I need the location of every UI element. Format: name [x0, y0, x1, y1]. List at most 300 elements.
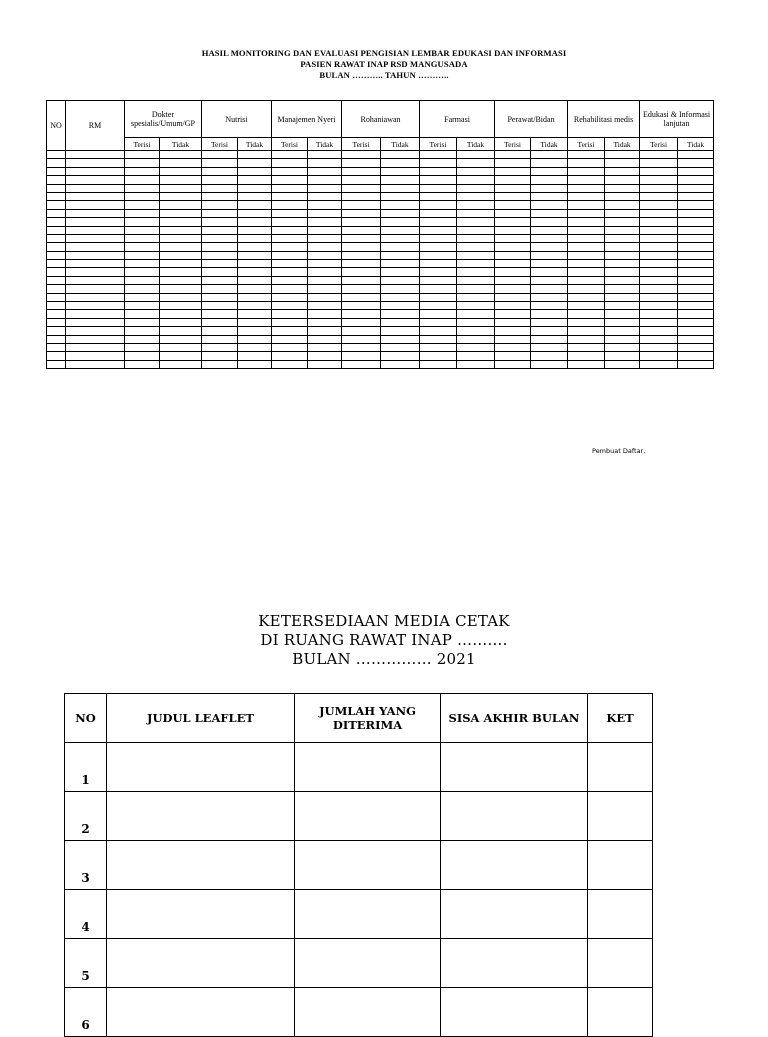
- table-cell[interactable]: [238, 310, 272, 318]
- table-cell[interactable]: [125, 268, 160, 276]
- table-cell[interactable]: [160, 343, 202, 351]
- media-cell[interactable]: [441, 743, 588, 792]
- table-cell[interactable]: [308, 234, 342, 242]
- table-cell[interactable]: [640, 285, 678, 293]
- table-cell[interactable]: [66, 268, 125, 276]
- table-cell[interactable]: [47, 218, 66, 226]
- table-cell[interactable]: [160, 159, 202, 167]
- table-cell[interactable]: [238, 159, 272, 167]
- table-cell[interactable]: [495, 176, 531, 184]
- media-cell[interactable]: [588, 890, 653, 939]
- table-cell[interactable]: [531, 352, 568, 360]
- table-cell[interactable]: [47, 276, 66, 284]
- table-cell[interactable]: [420, 260, 457, 268]
- table-cell[interactable]: [457, 234, 495, 242]
- table-cell[interactable]: [568, 268, 605, 276]
- table-cell[interactable]: [238, 234, 272, 242]
- table-cell[interactable]: [568, 176, 605, 184]
- table-cell[interactable]: [47, 310, 66, 318]
- table-cell[interactable]: [202, 176, 238, 184]
- table-cell[interactable]: [640, 167, 678, 175]
- table-cell[interactable]: [568, 243, 605, 251]
- table-cell[interactable]: [568, 318, 605, 326]
- table-cell[interactable]: [457, 209, 495, 217]
- table-cell[interactable]: [238, 184, 272, 192]
- table-cell[interactable]: [238, 167, 272, 175]
- table-cell[interactable]: [66, 335, 125, 343]
- table-cell[interactable]: [531, 209, 568, 217]
- table-cell[interactable]: [342, 310, 381, 318]
- table-cell[interactable]: [160, 285, 202, 293]
- table-cell[interactable]: [457, 352, 495, 360]
- table-cell[interactable]: [160, 176, 202, 184]
- table-cell[interactable]: [381, 226, 420, 234]
- table-cell[interactable]: [342, 184, 381, 192]
- table-cell[interactable]: [342, 251, 381, 259]
- table-cell[interactable]: [342, 302, 381, 310]
- table-cell[interactable]: [202, 218, 238, 226]
- table-cell[interactable]: [457, 251, 495, 259]
- table-cell[interactable]: [238, 276, 272, 284]
- table-cell[interactable]: [531, 310, 568, 318]
- table-cell[interactable]: [308, 285, 342, 293]
- table-cell[interactable]: [125, 310, 160, 318]
- table-cell[interactable]: [531, 276, 568, 284]
- table-cell[interactable]: [66, 260, 125, 268]
- table-cell[interactable]: [66, 218, 125, 226]
- table-cell[interactable]: [308, 201, 342, 209]
- table-cell[interactable]: [272, 268, 308, 276]
- table-cell[interactable]: [420, 243, 457, 251]
- table-cell[interactable]: [125, 251, 160, 259]
- table-cell[interactable]: [308, 243, 342, 251]
- table-cell[interactable]: [308, 209, 342, 217]
- table-cell[interactable]: [531, 167, 568, 175]
- media-cell[interactable]: [588, 743, 653, 792]
- table-cell[interactable]: [308, 251, 342, 259]
- table-cell[interactable]: [202, 318, 238, 326]
- table-cell[interactable]: [640, 327, 678, 335]
- table-cell[interactable]: [308, 343, 342, 351]
- table-cell[interactable]: [308, 218, 342, 226]
- table-cell[interactable]: [308, 268, 342, 276]
- table-cell[interactable]: [47, 209, 66, 217]
- table-cell[interactable]: [47, 184, 66, 192]
- table-cell[interactable]: [568, 310, 605, 318]
- table-cell[interactable]: [308, 302, 342, 310]
- table-cell[interactable]: [605, 343, 640, 351]
- table-cell[interactable]: [238, 209, 272, 217]
- table-cell[interactable]: [420, 234, 457, 242]
- table-cell[interactable]: [531, 159, 568, 167]
- table-cell[interactable]: [202, 243, 238, 251]
- table-cell[interactable]: [420, 327, 457, 335]
- table-cell[interactable]: [342, 167, 381, 175]
- table-cell[interactable]: [568, 167, 605, 175]
- table-cell[interactable]: [568, 251, 605, 259]
- table-cell[interactable]: [202, 343, 238, 351]
- table-cell[interactable]: [272, 343, 308, 351]
- table-cell[interactable]: [420, 201, 457, 209]
- table-cell[interactable]: [495, 226, 531, 234]
- table-cell[interactable]: [66, 192, 125, 200]
- table-cell[interactable]: [202, 285, 238, 293]
- table-cell[interactable]: [678, 226, 714, 234]
- table-cell[interactable]: [308, 335, 342, 343]
- table-cell[interactable]: [568, 293, 605, 301]
- table-cell[interactable]: [531, 293, 568, 301]
- table-cell[interactable]: [605, 268, 640, 276]
- table-cell[interactable]: [495, 201, 531, 209]
- table-cell[interactable]: [568, 260, 605, 268]
- table-cell[interactable]: [125, 201, 160, 209]
- table-cell[interactable]: [342, 293, 381, 301]
- table-cell[interactable]: [160, 310, 202, 318]
- table-cell[interactable]: [568, 335, 605, 343]
- table-cell[interactable]: [66, 184, 125, 192]
- table-cell[interactable]: [342, 327, 381, 335]
- table-cell[interactable]: [308, 159, 342, 167]
- table-cell[interactable]: [381, 318, 420, 326]
- table-cell[interactable]: [420, 302, 457, 310]
- table-cell[interactable]: [66, 226, 125, 234]
- table-cell[interactable]: [568, 192, 605, 200]
- table-cell[interactable]: [308, 276, 342, 284]
- table-cell[interactable]: [308, 310, 342, 318]
- table-cell[interactable]: [381, 167, 420, 175]
- table-cell[interactable]: [678, 234, 714, 242]
- table-cell[interactable]: [125, 352, 160, 360]
- table-cell[interactable]: [531, 201, 568, 209]
- table-cell[interactable]: [640, 260, 678, 268]
- table-cell[interactable]: [202, 251, 238, 259]
- table-cell[interactable]: [160, 327, 202, 335]
- table-cell[interactable]: [202, 167, 238, 175]
- table-cell[interactable]: [605, 327, 640, 335]
- media-cell[interactable]: [295, 890, 441, 939]
- table-cell[interactable]: [381, 352, 420, 360]
- table-cell[interactable]: [125, 226, 160, 234]
- table-cell[interactable]: [202, 310, 238, 318]
- table-cell[interactable]: [457, 343, 495, 351]
- table-cell[interactable]: [568, 184, 605, 192]
- table-cell[interactable]: [125, 243, 160, 251]
- table-cell[interactable]: [420, 293, 457, 301]
- table-cell[interactable]: [531, 234, 568, 242]
- media-cell[interactable]: [107, 890, 295, 939]
- table-cell[interactable]: [202, 293, 238, 301]
- table-cell[interactable]: [125, 209, 160, 217]
- table-cell[interactable]: [342, 285, 381, 293]
- table-cell[interactable]: [125, 260, 160, 268]
- table-cell[interactable]: [381, 243, 420, 251]
- table-cell[interactable]: [160, 268, 202, 276]
- table-cell[interactable]: [238, 192, 272, 200]
- table-cell[interactable]: [66, 310, 125, 318]
- table-cell[interactable]: [47, 243, 66, 251]
- table-cell[interactable]: [381, 276, 420, 284]
- table-cell[interactable]: [678, 151, 714, 159]
- table-cell[interactable]: [47, 260, 66, 268]
- table-cell[interactable]: [238, 201, 272, 209]
- table-cell[interactable]: [420, 352, 457, 360]
- table-cell[interactable]: [272, 293, 308, 301]
- table-cell[interactable]: [272, 184, 308, 192]
- table-cell[interactable]: [568, 302, 605, 310]
- table-cell[interactable]: [640, 268, 678, 276]
- table-cell[interactable]: [47, 234, 66, 242]
- media-cell[interactable]: [588, 988, 653, 1037]
- table-cell[interactable]: [202, 159, 238, 167]
- table-cell[interactable]: [238, 226, 272, 234]
- table-cell[interactable]: [640, 151, 678, 159]
- table-cell[interactable]: [457, 218, 495, 226]
- table-cell[interactable]: [238, 260, 272, 268]
- table-cell[interactable]: [568, 151, 605, 159]
- table-cell[interactable]: [605, 293, 640, 301]
- table-cell[interactable]: [640, 360, 678, 368]
- table-cell[interactable]: [66, 293, 125, 301]
- table-cell[interactable]: [605, 184, 640, 192]
- table-cell[interactable]: [342, 260, 381, 268]
- table-cell[interactable]: [308, 184, 342, 192]
- table-cell[interactable]: [160, 243, 202, 251]
- table-cell[interactable]: [457, 276, 495, 284]
- table-cell[interactable]: [272, 159, 308, 167]
- table-cell[interactable]: [66, 201, 125, 209]
- table-cell[interactable]: [202, 276, 238, 284]
- table-cell[interactable]: [308, 318, 342, 326]
- table-cell[interactable]: [125, 276, 160, 284]
- table-cell[interactable]: [381, 285, 420, 293]
- table-cell[interactable]: [605, 218, 640, 226]
- table-cell[interactable]: [457, 335, 495, 343]
- table-cell[interactable]: [531, 360, 568, 368]
- table-cell[interactable]: [678, 335, 714, 343]
- media-cell[interactable]: [107, 939, 295, 988]
- table-cell[interactable]: [160, 218, 202, 226]
- table-cell[interactable]: [640, 293, 678, 301]
- table-cell[interactable]: [531, 192, 568, 200]
- table-cell[interactable]: [238, 360, 272, 368]
- table-cell[interactable]: [47, 151, 66, 159]
- table-cell[interactable]: [605, 234, 640, 242]
- table-cell[interactable]: [238, 285, 272, 293]
- table-cell[interactable]: [568, 343, 605, 351]
- table-cell[interactable]: [381, 293, 420, 301]
- table-cell[interactable]: [202, 184, 238, 192]
- table-cell[interactable]: [531, 318, 568, 326]
- table-cell[interactable]: [202, 302, 238, 310]
- table-cell[interactable]: [495, 310, 531, 318]
- table-cell[interactable]: [272, 201, 308, 209]
- table-cell[interactable]: [47, 251, 66, 259]
- media-cell[interactable]: [295, 841, 441, 890]
- table-cell[interactable]: [47, 302, 66, 310]
- table-cell[interactable]: [342, 352, 381, 360]
- table-cell[interactable]: [640, 251, 678, 259]
- table-cell[interactable]: [678, 192, 714, 200]
- table-cell[interactable]: [47, 192, 66, 200]
- table-cell[interactable]: [495, 293, 531, 301]
- table-cell[interactable]: [238, 335, 272, 343]
- table-cell[interactable]: [66, 343, 125, 351]
- table-cell[interactable]: [531, 302, 568, 310]
- table-cell[interactable]: [495, 167, 531, 175]
- table-cell[interactable]: [495, 302, 531, 310]
- table-cell[interactable]: [420, 318, 457, 326]
- table-cell[interactable]: [640, 318, 678, 326]
- table-cell[interactable]: [568, 209, 605, 217]
- table-cell[interactable]: [272, 310, 308, 318]
- table-cell[interactable]: [531, 184, 568, 192]
- table-cell[interactable]: [47, 167, 66, 175]
- table-cell[interactable]: [640, 226, 678, 234]
- table-cell[interactable]: [342, 268, 381, 276]
- table-cell[interactable]: [125, 159, 160, 167]
- table-cell[interactable]: [381, 151, 420, 159]
- table-cell[interactable]: [272, 335, 308, 343]
- table-cell[interactable]: [125, 343, 160, 351]
- table-cell[interactable]: [202, 209, 238, 217]
- table-cell[interactable]: [160, 251, 202, 259]
- table-cell[interactable]: [495, 159, 531, 167]
- table-cell[interactable]: [308, 327, 342, 335]
- media-cell[interactable]: [295, 743, 441, 792]
- table-cell[interactable]: [342, 243, 381, 251]
- table-cell[interactable]: [202, 335, 238, 343]
- table-cell[interactable]: [640, 176, 678, 184]
- table-cell[interactable]: [272, 360, 308, 368]
- table-cell[interactable]: [381, 192, 420, 200]
- table-cell[interactable]: [678, 268, 714, 276]
- table-cell[interactable]: [202, 260, 238, 268]
- table-cell[interactable]: [457, 201, 495, 209]
- table-cell[interactable]: [640, 192, 678, 200]
- table-cell[interactable]: [125, 167, 160, 175]
- table-cell[interactable]: [531, 226, 568, 234]
- table-cell[interactable]: [342, 218, 381, 226]
- table-cell[interactable]: [66, 243, 125, 251]
- table-cell[interactable]: [272, 151, 308, 159]
- table-cell[interactable]: [605, 276, 640, 284]
- table-cell[interactable]: [160, 209, 202, 217]
- table-cell[interactable]: [495, 151, 531, 159]
- table-cell[interactable]: [47, 285, 66, 293]
- table-cell[interactable]: [420, 226, 457, 234]
- table-cell[interactable]: [678, 184, 714, 192]
- table-cell[interactable]: [381, 327, 420, 335]
- table-cell[interactable]: [678, 302, 714, 310]
- table-cell[interactable]: [238, 268, 272, 276]
- table-cell[interactable]: [381, 201, 420, 209]
- table-cell[interactable]: [160, 201, 202, 209]
- table-cell[interactable]: [308, 226, 342, 234]
- table-cell[interactable]: [531, 335, 568, 343]
- table-cell[interactable]: [47, 268, 66, 276]
- media-cell[interactable]: [441, 939, 588, 988]
- media-cell[interactable]: [295, 988, 441, 1037]
- table-cell[interactable]: [47, 360, 66, 368]
- table-cell[interactable]: [495, 318, 531, 326]
- table-cell[interactable]: [420, 335, 457, 343]
- table-cell[interactable]: [420, 218, 457, 226]
- table-cell[interactable]: [272, 302, 308, 310]
- table-cell[interactable]: [420, 268, 457, 276]
- table-cell[interactable]: [495, 276, 531, 284]
- table-cell[interactable]: [66, 285, 125, 293]
- table-cell[interactable]: [640, 335, 678, 343]
- table-cell[interactable]: [66, 327, 125, 335]
- media-cell[interactable]: [441, 988, 588, 1037]
- media-cell[interactable]: [441, 841, 588, 890]
- table-cell[interactable]: [531, 243, 568, 251]
- table-cell[interactable]: [342, 151, 381, 159]
- table-cell[interactable]: [678, 176, 714, 184]
- media-cell[interactable]: [107, 743, 295, 792]
- table-cell[interactable]: [495, 209, 531, 217]
- table-cell[interactable]: [420, 360, 457, 368]
- table-cell[interactable]: [47, 343, 66, 351]
- table-cell[interactable]: [272, 251, 308, 259]
- table-cell[interactable]: [272, 234, 308, 242]
- table-cell[interactable]: [420, 151, 457, 159]
- table-cell[interactable]: [272, 243, 308, 251]
- table-cell[interactable]: [342, 209, 381, 217]
- table-cell[interactable]: [238, 176, 272, 184]
- table-cell[interactable]: [381, 209, 420, 217]
- media-cell[interactable]: [107, 841, 295, 890]
- media-cell[interactable]: [107, 792, 295, 841]
- table-cell[interactable]: [66, 159, 125, 167]
- table-cell[interactable]: [531, 260, 568, 268]
- table-cell[interactable]: [531, 218, 568, 226]
- table-cell[interactable]: [125, 327, 160, 335]
- table-cell[interactable]: [272, 327, 308, 335]
- table-cell[interactable]: [605, 209, 640, 217]
- table-cell[interactable]: [420, 209, 457, 217]
- table-cell[interactable]: [238, 151, 272, 159]
- table-cell[interactable]: [238, 251, 272, 259]
- table-cell[interactable]: [238, 318, 272, 326]
- table-cell[interactable]: [272, 276, 308, 284]
- table-cell[interactable]: [640, 201, 678, 209]
- table-cell[interactable]: [457, 260, 495, 268]
- table-cell[interactable]: [495, 327, 531, 335]
- table-cell[interactable]: [47, 201, 66, 209]
- table-cell[interactable]: [272, 318, 308, 326]
- table-cell[interactable]: [420, 192, 457, 200]
- table-cell[interactable]: [568, 352, 605, 360]
- table-cell[interactable]: [605, 243, 640, 251]
- table-cell[interactable]: [342, 318, 381, 326]
- table-cell[interactable]: [47, 159, 66, 167]
- table-cell[interactable]: [568, 276, 605, 284]
- media-cell[interactable]: [295, 792, 441, 841]
- table-cell[interactable]: [605, 251, 640, 259]
- table-cell[interactable]: [568, 327, 605, 335]
- table-cell[interactable]: [272, 260, 308, 268]
- table-cell[interactable]: [495, 243, 531, 251]
- table-cell[interactable]: [640, 159, 678, 167]
- table-cell[interactable]: [66, 318, 125, 326]
- table-cell[interactable]: [47, 176, 66, 184]
- table-cell[interactable]: [457, 360, 495, 368]
- table-cell[interactable]: [678, 310, 714, 318]
- table-cell[interactable]: [678, 352, 714, 360]
- table-cell[interactable]: [640, 184, 678, 192]
- table-cell[interactable]: [202, 352, 238, 360]
